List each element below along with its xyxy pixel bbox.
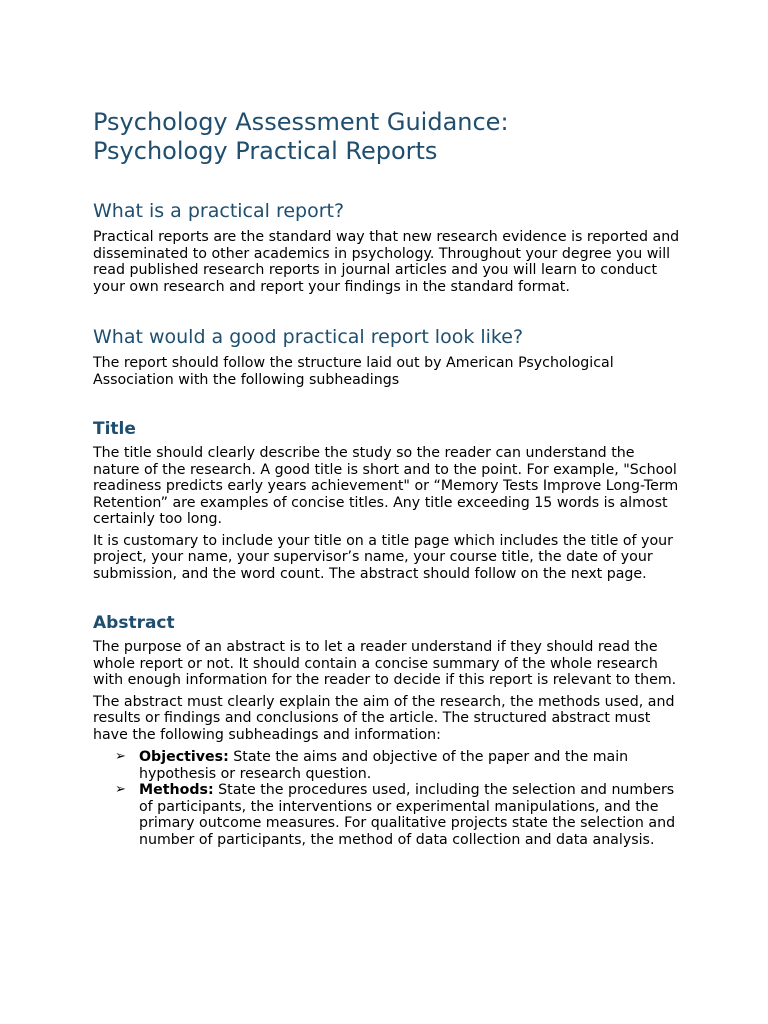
paragraph-what-is-practical-report: Practical reports are the standard way that new research evidence is reported and disseminated to other academics in psychology. Throughout your degree you will read published research reports in journal articles and you will learn to conduct your own research and report your findings in the standard format. xyxy=(93,229,680,295)
list-item-objectives xyxy=(115,749,683,782)
heading-abstract-section: Abstract xyxy=(93,613,175,633)
list-item-text: State the aims and objective of the paper and the main hypothesis or research question. xyxy=(139,749,629,782)
heading-title-section: Title xyxy=(93,419,136,439)
list-item-text: State the procedures used, including the selection and numbers of participants, the interventions or experimental manipulations, and the primary outcome measures. For qualitative projects state the selection and number of participants, the method of data collection and data analysis. xyxy=(139,782,676,848)
arrow-bullet-icon: ➢ xyxy=(115,782,126,797)
paragraph-title-1: The title should clearly describe the study so the reader can understand the nature of the research. A good title is short and to the point. For example, "School readiness predicts early years achievement" or “Memory Tests Improve Long-Term Retention” are examples of concise titles. Any title exceeding 15 words is almost certainly too long. xyxy=(93,445,679,527)
paragraph-abstract-2: The abstract must clearly explain the aim of the research, the methods used, and results or findings and conclusions of the article. The structured abstract must have the following subheadings and information: xyxy=(93,693,675,743)
list-item-term: Objectives: xyxy=(139,749,229,765)
list-item-methods xyxy=(115,782,683,848)
document-title-line2: Psychology Practical Reports xyxy=(93,137,438,165)
document-title xyxy=(93,108,683,166)
list-item-term: Methods: xyxy=(139,782,214,798)
paragraph-title-2: It is customary to include your title on a title page which includes the title of your project, your name, your supervisor’s name, your course title, the date of your submission, and the word count. The abstract should follow on the next page. xyxy=(93,532,673,582)
arrow-bullet-icon: ➢ xyxy=(115,749,126,764)
paragraph-abstract-1: The purpose of an abstract is to let a reader understand if they should read the whole report or not. It should contain a concise summary of the whole research with enough information for the reader to decide if this report is relevant to them. xyxy=(93,639,677,688)
heading-good-practical-report: What would a good practical report look like? xyxy=(93,326,524,348)
document-page xyxy=(93,108,683,848)
abstract-subheadings-list xyxy=(93,749,683,848)
heading-what-is-practical-report: What is a practical report? xyxy=(93,200,345,222)
paragraph-good-practical-report: The report should follow the structure laid out by American Psychological Association with the following subheadings xyxy=(93,355,614,388)
document-title-line1: Psychology Assessment Guidance: xyxy=(93,108,509,136)
